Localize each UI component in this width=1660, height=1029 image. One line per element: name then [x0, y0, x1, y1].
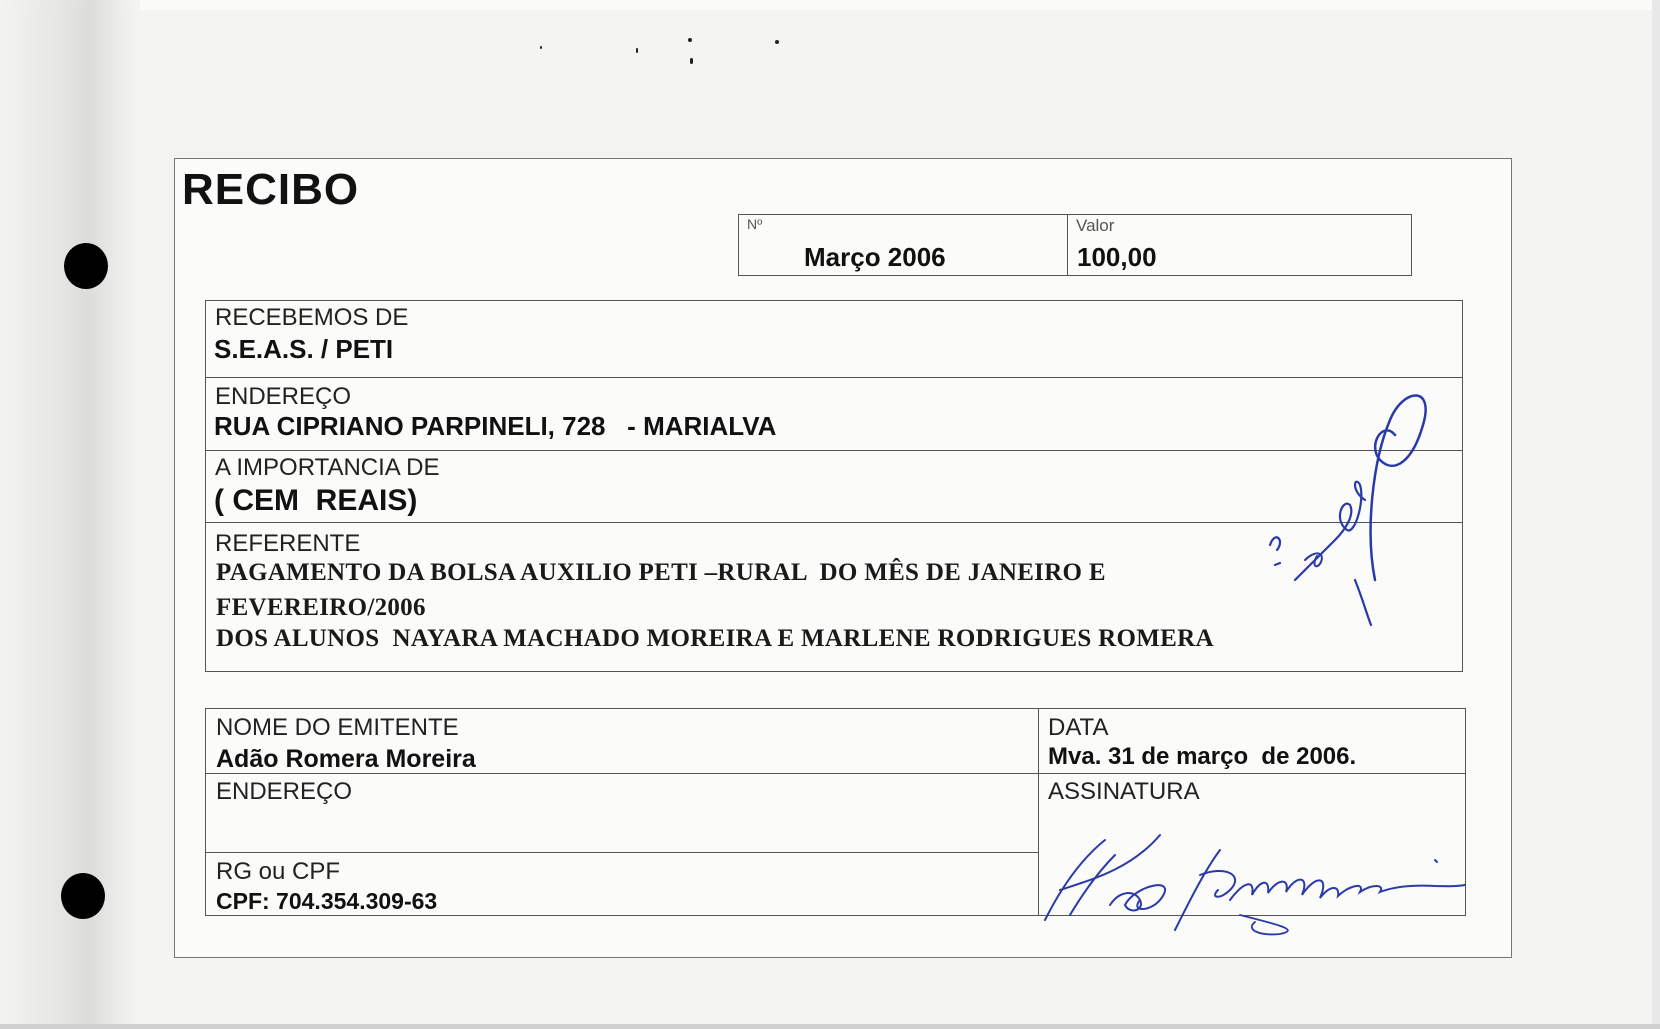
scan-right-edge	[1652, 0, 1660, 1029]
data-value: Mva. 31 de março de 2006.	[1048, 743, 1357, 770]
emitente-divider	[1038, 708, 1039, 916]
scan-speck	[690, 58, 693, 64]
data-label: DATA	[1048, 714, 1109, 741]
referente-line-2: FEVEREIRO/2006	[216, 594, 426, 621]
numero-value: Março 2006	[804, 242, 946, 272]
importancia-value: ( CEM REAIS)	[214, 484, 418, 517]
emitente-endereco-label: ENDEREÇO	[216, 778, 353, 805]
scan-speck	[775, 40, 779, 44]
rg-cpf-label: RG ou CPF	[216, 858, 341, 885]
receipt-title: RECIBO	[182, 165, 360, 214]
referente-line-3: DOS ALUNOS NAYARA MACHADO MOREIRA E MARLENE RODRIGUES ROMERA	[216, 625, 1214, 652]
valor-value: 100,00	[1077, 242, 1157, 272]
numero-label: Nº	[747, 216, 763, 232]
referente-label: REFERENTE	[215, 530, 361, 557]
scan-top-edge	[0, 0, 1660, 10]
emitente-value: Adão Romera Moreira	[216, 745, 476, 773]
scan-speck	[688, 38, 692, 42]
importancia-label: A IMPORTANCIA DE	[215, 454, 440, 481]
scan-speck	[540, 46, 542, 49]
divider	[205, 377, 1463, 378]
initials-signature	[1255, 380, 1435, 640]
scan-bottom-edge	[0, 1024, 1660, 1029]
punch-hole-top	[64, 243, 108, 289]
handwritten-signature	[1040, 830, 1470, 940]
divider	[205, 852, 1038, 853]
emitente-label: NOME DO EMITENTE	[216, 714, 459, 741]
rg-cpf-value: CPF: 704.354.309-63	[216, 888, 438, 914]
endereco-value: RUA CIPRIANO PARPINELI, 728 - MARIALVA	[214, 411, 777, 441]
scan-speck	[636, 48, 638, 53]
numero-valor-divider	[1067, 214, 1068, 276]
valor-label: Valor	[1076, 216, 1115, 235]
endereco-label: ENDEREÇO	[215, 383, 352, 410]
recebemos-de-label: RECEBEMOS DE	[215, 304, 409, 331]
scan-left-shadow	[0, 0, 140, 1029]
referente-line-1: PAGAMENTO DA BOLSA AUXILIO PETI –RURAL DO MÊS DE JANEIRO E	[216, 559, 1106, 586]
assinatura-label: ASSINATURA	[1048, 778, 1200, 805]
recebemos-de-value: S.E.A.S. / PETI	[214, 334, 394, 364]
punch-hole-bottom	[61, 873, 105, 919]
